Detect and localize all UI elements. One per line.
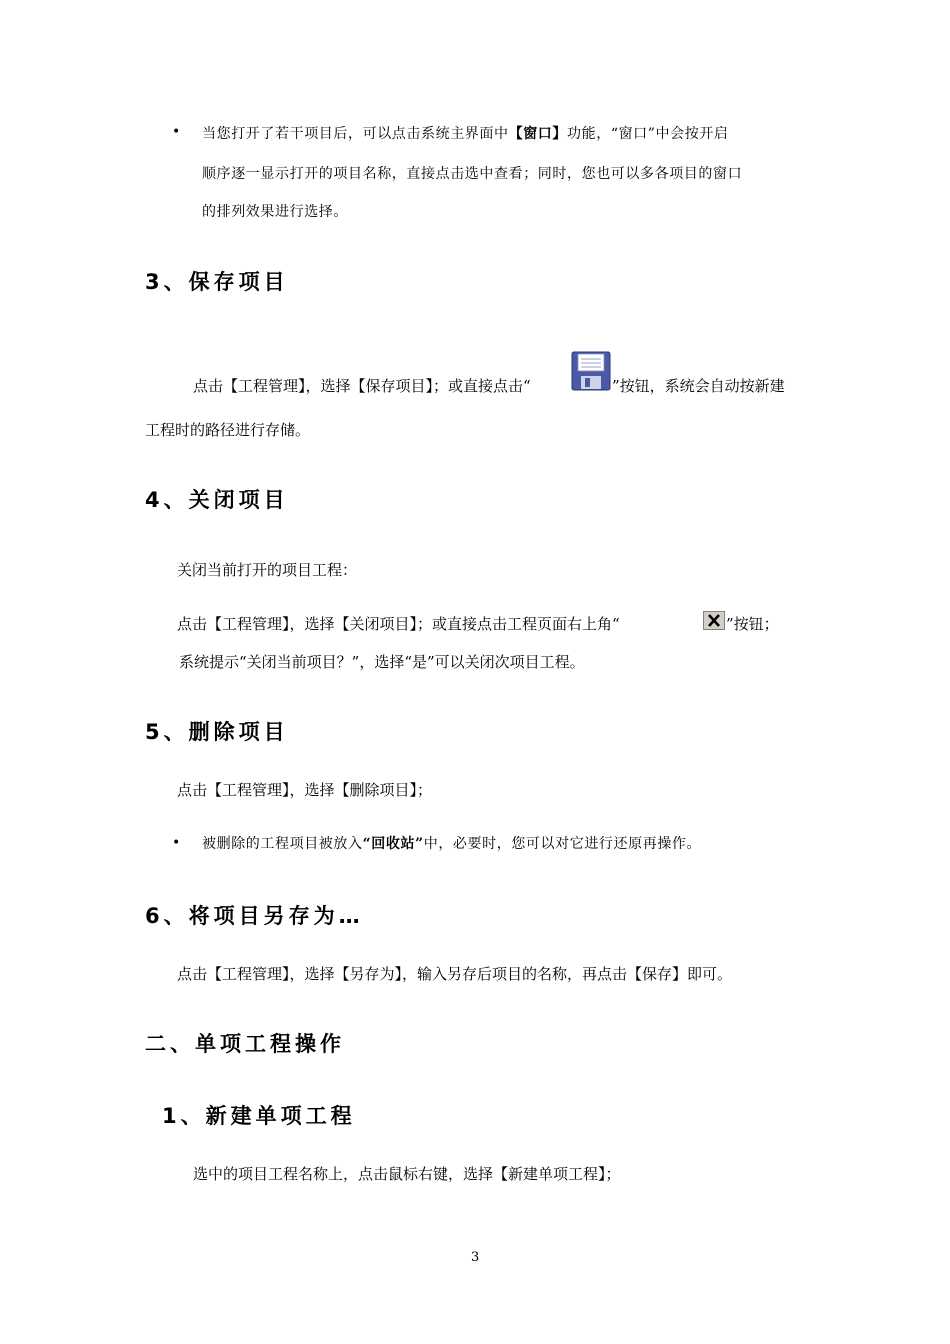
text-segment: 被删除的工程项目被放入 [202,836,363,852]
bullet-paragraph-line1 [202,124,729,144]
heading-delete-project: 5、删除项目 [145,720,289,744]
save-paragraph-line1-end: ”按钮，系统会自动按新建 [612,377,785,395]
heading-save-project: 3、保存项目 [145,270,289,294]
page-number: 3 [471,1250,480,1265]
heading-section-2: 二、单项工程操作 [145,1032,345,1056]
close-paragraph-line1-end: ”按钮； [726,615,779,633]
bold-segment: 【窗口】 [508,126,568,142]
text-segment: 当您打开了若干项目后，可以点击系统主界面中 [202,126,509,142]
saveas-paragraph-line1: 点击【工程管理】，选择【另存为】，输入另存后项目的名称，再点击【保存】即可。 [177,965,733,983]
delete-paragraph-line1: 点击【工程管理】，选择【删除项目】； [177,781,433,799]
heading-new-subproject: 1、新建单项工程 [162,1104,356,1128]
heading-save-as: 6、将项目另存为… [145,904,364,928]
close-x-icon [703,611,725,634]
save-paragraph-line2: 工程时的路径进行存储。 [145,421,311,439]
heading-close-project: 4、关闭项目 [145,488,289,512]
bold-segment: “回收站” [362,836,424,852]
save-paragraph-line1 [193,376,531,396]
text-segment: 点击【工程管理】，选择【保存项目】；或直接点击“ [193,377,531,395]
text-segment: 中，必要时，您可以对它进行还原再操作。 [423,836,702,852]
close-paragraph-line1: 点击【工程管理】，选择【关闭项目】；或直接点击工程页面右上角“ [177,615,620,633]
bullet-paragraph-line3: 的排列效果进行选择。 [202,204,348,220]
bullet-paragraph-line2: 顺序逐一显示打开的项目名称，直接点击选中查看；同时，您也可以多各项目的窗口 [202,166,743,182]
bullet-marker: • [172,835,181,851]
new-paragraph-line1: 选中的项目工程名称上，点击鼠标右键，选择【新建单项工程】； [193,1165,621,1183]
close-intro: 关闭当前打开的项目工程： [177,561,358,579]
floppy-disk-icon [571,351,611,395]
close-paragraph-line2: 系统提示“关闭当前项目？”，选择“是”可以关闭次项目工程。 [179,653,585,671]
delete-bullet [202,834,701,854]
text-segment: 功能，“窗口”中会按开启 [567,126,729,142]
bullet-marker: • [172,124,181,140]
